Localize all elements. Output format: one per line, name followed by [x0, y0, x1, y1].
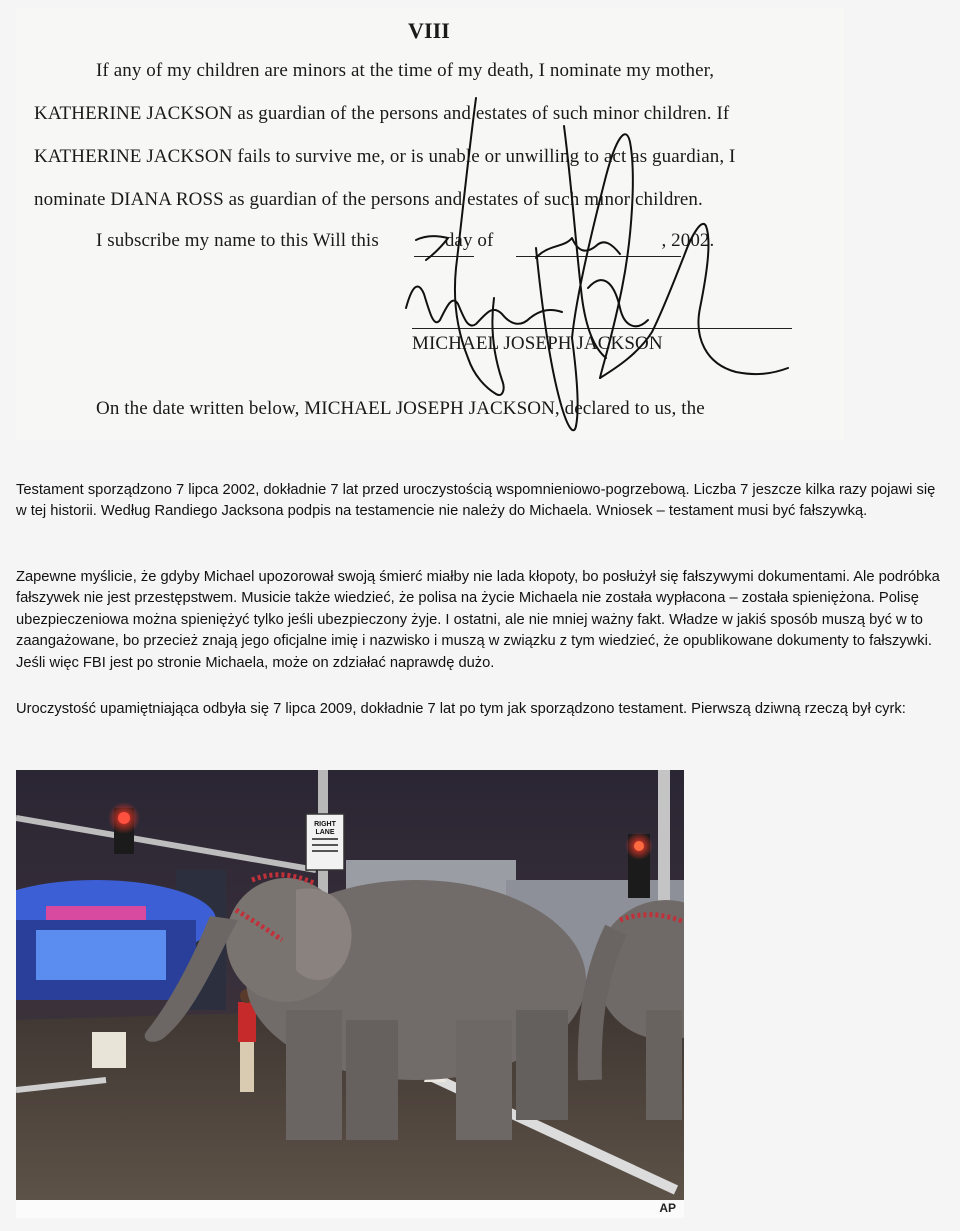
will-document-scan	[16, 8, 844, 440]
will-line: If any of my children are minors at the time of my death, I nominate my mother,	[96, 60, 715, 81]
subscribe-year: , 2002.	[661, 230, 715, 251]
elephants-street-illustration	[16, 770, 684, 1200]
sign-text: LANE	[315, 829, 335, 836]
photo-credit-bar	[16, 1200, 684, 1218]
subscribe-prefix: I subscribe my name to this Will this	[96, 230, 379, 251]
sign-text: RIGHT	[314, 821, 336, 828]
article-paragraph: Uroczystość upamiętniająca odbyła się 7 lipca 2009, dokładnie 7 lat po tym jak sporządzono testament. Pierwszą dziwną rzeczą był cyrk:	[16, 700, 906, 717]
will-footer-line: On the date written below, MICHAEL JOSEPH JACKSON, declared to us, the	[96, 398, 705, 419]
signer-name: MICHAEL JOSEPH JACKSON	[412, 333, 663, 354]
article-paragraph: Zapewne myślicie, że gdyby Michael upozorował swoją śmierć miałby nie lada kłopoty, bo posłużył się fałszywymi dokumentami. Ale podróbka fałszywek nie jest przestępstwem. Musicie także wiedzieć, że polisa na życie Michaela nie została wypłacona – została spieniężona. Polisę ubezpieczeniowa można spieniężyć tylko jeśli ubezpieczony żyje. I ostatni, ale nie mniej ważny fakt. Władze w jakiś sposób muszą być w to zaangażowane, bo przecież znają jego oficjalne imię i nazwisko i muszą w związku z tym wiedzieć, że opublikowane dokumenty to fałszywki. Jeśli więc FBI jest po stronie Michaela, może on zdziałać naprawdę dużo.	[16, 568, 940, 671]
will-line: nominate DIANA ROSS as guardian of the persons and estates of such minor children.	[34, 189, 703, 210]
circus-elephants-photo	[16, 770, 684, 1200]
subscribe-day: day of	[444, 230, 494, 251]
photo-credit: AP	[659, 1201, 676, 1215]
will-section-heading: VIII	[408, 18, 450, 43]
handwritten-signature	[16, 8, 844, 440]
article-paragraph: Testament sporządzono 7 lipca 2002, dokładnie 7 lat przed uroczystością wspomnieniowo-pogrzebową. Liczba 7 jeszcze kilka razy pojawi się w tej historii. Według Randiego Jacksona podpis na testamencie nie należy do Michaela. Wniosek – testament musi być fałszywką.	[16, 481, 936, 520]
will-line: KATHERINE JACKSON fails to survive me, or is unable or unwilling to act as guardian, I	[34, 146, 736, 167]
will-line: KATHERINE JACKSON as guardian of the persons and estates of such minor children. If	[34, 103, 730, 124]
